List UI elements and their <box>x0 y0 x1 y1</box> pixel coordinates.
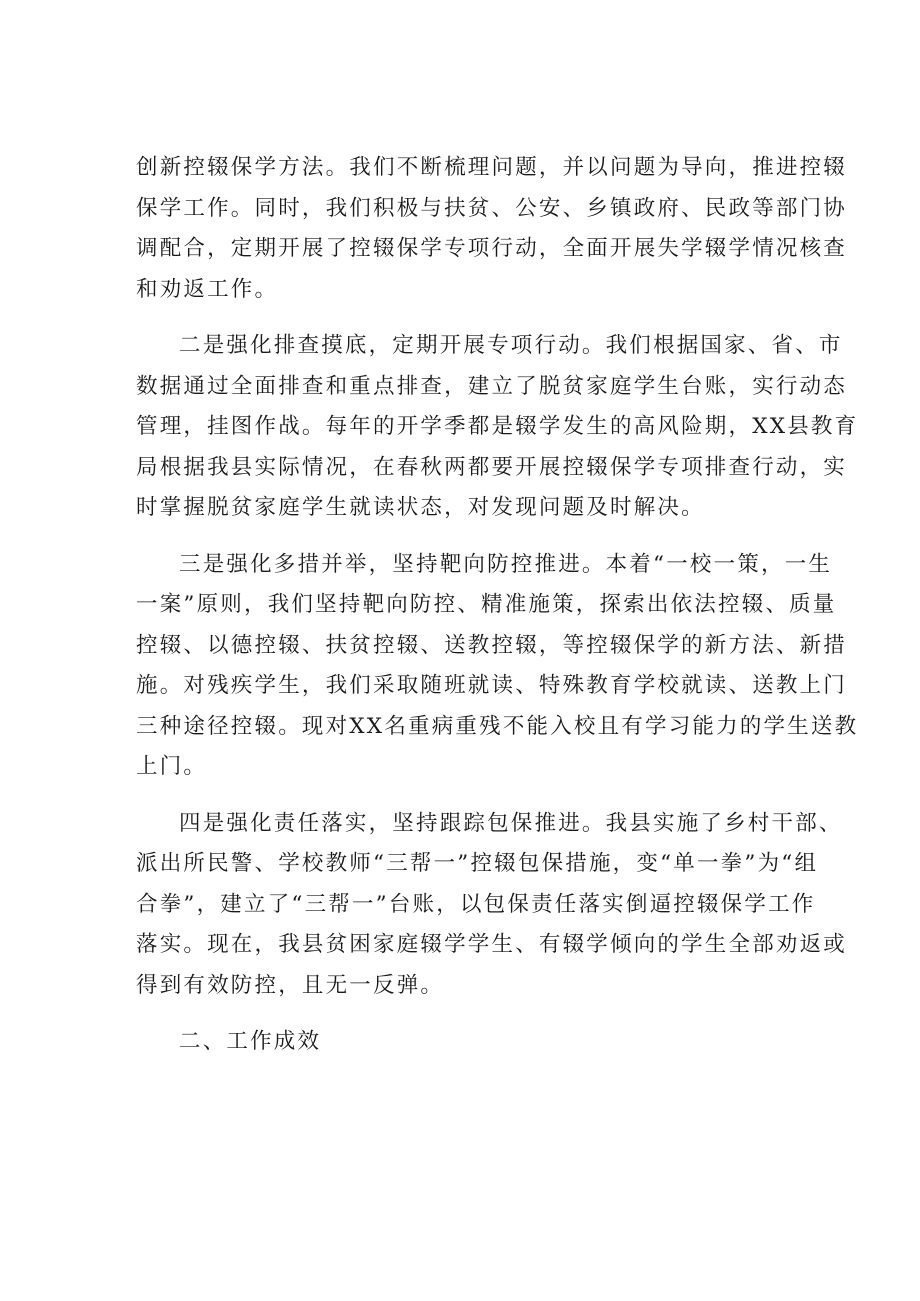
text-line: 时掌握脱贫家庭学生就读状态，对发现问题及时解决。 <box>136 495 705 520</box>
text-line: 和劝返工作。 <box>136 276 279 302</box>
text-line: 四是强化责任落实，坚持跟踪包保推进。我县实施了乡村干部、 <box>179 810 843 836</box>
paragraph-p1 <box>136 148 848 310</box>
text-line: 调配合，定期开展了控辍保学专项行动，全面开展失学辍学情况核查 <box>136 236 848 261</box>
text-line: 创新控辍保学方法。我们不断梳理问题，并以问题为导向，推进控辍 <box>136 155 848 180</box>
text-line: 二是强化排查摸底，定期开展专项行动。我们根据国家、省、市 <box>179 333 843 358</box>
paragraph-p4 <box>136 804 848 1007</box>
text-line: 控辍、以德控辍、扶贫控辍、送教控辍，等控辍保学的新方法、新措 <box>136 632 848 658</box>
text-line: 派出所民警、学校教师“三帮一”控辍包保措施，变“单一拳”为“组 <box>136 851 819 876</box>
text-line: 得到有效防控，且无一反弹。 <box>136 972 445 998</box>
text-line: 数据通过全面排查和重点排查，建立了脱贫家庭学生台账，实行动态 <box>136 373 848 399</box>
text-line: 施。对残疾学生，我们采取随班就读、特殊教育学校就读、送教上门 <box>136 673 848 698</box>
text-line: 三种途径控辍。现对XX名重病重残不能入校且有学习能力的学生送教 <box>136 713 859 739</box>
text-line: 上门。 <box>136 754 208 779</box>
text-line: 合拳”，建立了“三帮一”台账，以包保责任落实倒逼控辍保学工作 <box>136 891 816 917</box>
text-line: 三是强化多措并举，坚持靶向防控推进。本着“一校一策，一生 <box>179 551 833 577</box>
section-heading: 二、工作成效 <box>179 1029 322 1054</box>
text-line: 管理，挂图作战。每年的开学季都是辍学发生的高风险期，XX县教育 <box>136 414 859 439</box>
text-line: 局根据我县实际情况，在春秋两都要开展控辍保学专项排查行动，实 <box>136 454 848 480</box>
text-line: 一案”原则，我们坚持靶向防控、精准施策，探索出依法控辍、质量 <box>136 592 837 617</box>
text-line: 保学工作。同时，我们积极与扶贫、公安、乡镇政府、民政等部门协 <box>136 195 848 221</box>
paragraph-p2 <box>136 326 859 529</box>
text-line: 落实。现在，我县贫困家庭辍学学生、有辍学倾向的学生全部劝返或 <box>136 932 848 957</box>
paragraph-p3 <box>136 545 859 788</box>
document-body <box>136 148 859 1063</box>
